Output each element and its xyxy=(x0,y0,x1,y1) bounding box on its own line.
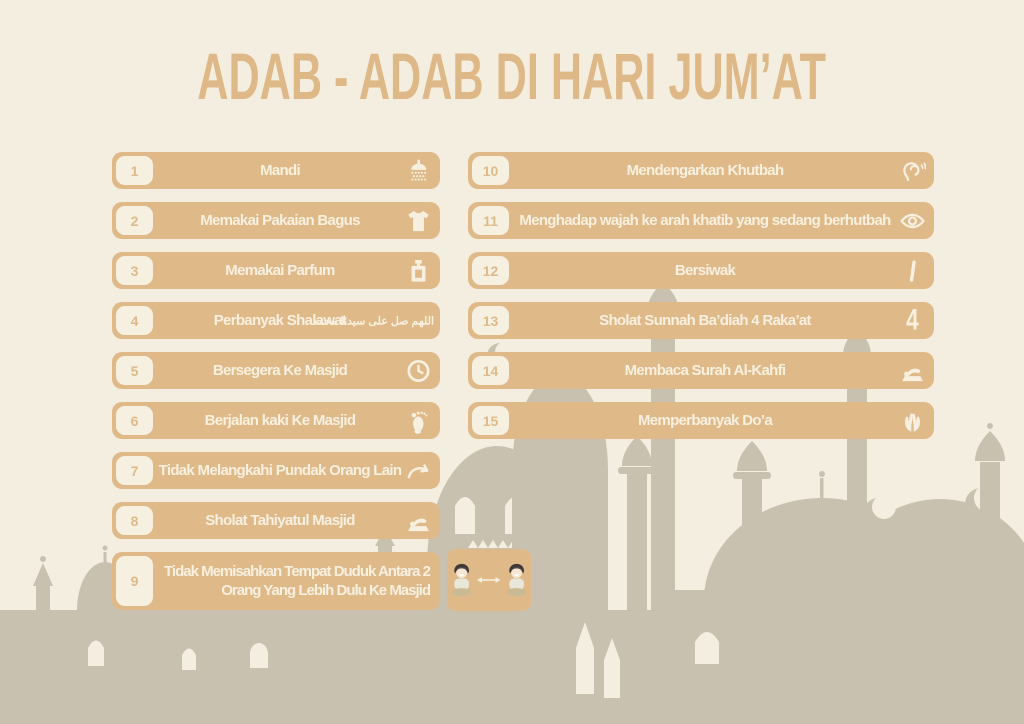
item-bar-6 xyxy=(112,402,440,439)
item-label: Sholat Tahiyatul Masjid xyxy=(205,511,355,529)
item-bar-10 xyxy=(468,152,934,189)
item-bar-9 xyxy=(112,552,440,610)
praying-hands-icon xyxy=(899,407,926,434)
item-bar-14 xyxy=(468,352,934,389)
item-bar-5 xyxy=(112,352,440,389)
item-bar-3 xyxy=(112,252,440,289)
item-bar-8 xyxy=(112,502,440,539)
siwak-icon xyxy=(899,257,926,284)
footprint-icon xyxy=(405,407,432,434)
numeral-4-text: 4 xyxy=(906,303,919,337)
item-bar-1 xyxy=(112,152,440,189)
item-bar-7 xyxy=(112,452,440,489)
perfume-bottle-icon xyxy=(405,257,432,284)
item-label: Memakai Parfum xyxy=(225,261,335,279)
item-bar-12 xyxy=(468,252,934,289)
curved-arrow-icon xyxy=(405,457,432,484)
item-number: 11 xyxy=(483,212,498,229)
item-number: 10 xyxy=(482,162,499,179)
item-label: Tidak Melangkahi Pundak Orang Lain xyxy=(158,461,402,479)
item-number: 2 xyxy=(130,212,139,229)
right-column xyxy=(468,152,934,439)
item-label-line2: Orang Yang Lebih Dulu Ke Masjid xyxy=(221,582,430,599)
item-label: Bersiwak xyxy=(674,261,736,279)
item-number: 7 xyxy=(130,462,139,479)
seating-distance-illustration xyxy=(447,549,531,611)
item-label: Perbanyak Shalawat xyxy=(213,311,347,329)
item-number: 4 xyxy=(130,312,139,329)
item-number: 14 xyxy=(482,362,499,379)
prostration-icon xyxy=(405,507,432,534)
item-label: Memakai Pakaian Bagus xyxy=(200,211,360,229)
ear-icon xyxy=(899,157,926,184)
shalawat-calligraphy: اللهم صل على سيدنا محمد xyxy=(312,315,434,327)
item-number: 13 xyxy=(482,312,499,329)
item-label: Membaca Surah Al-Kahfi xyxy=(624,361,786,379)
item-number: 9 xyxy=(130,573,139,589)
item-number: 3 xyxy=(130,262,139,279)
item-label: Sholat Sunnah Ba’diah 4 Raka’at xyxy=(599,311,811,329)
item-number: 1 xyxy=(130,162,139,179)
item-bar-11 xyxy=(468,202,934,239)
sitting-boy-icon xyxy=(502,560,531,600)
eye-icon xyxy=(899,207,926,234)
item-label: Menghadap wajah ke arah khatib yang sedang berhutbah xyxy=(519,211,891,229)
tshirt-icon xyxy=(405,207,432,234)
item-number: 12 xyxy=(482,262,499,279)
item-label xyxy=(112,552,440,610)
item-number: 5 xyxy=(130,362,139,379)
item-label: Mendengarkan Khutbah xyxy=(626,161,784,179)
reading-prostration-icon xyxy=(899,357,926,384)
item-number: 15 xyxy=(482,412,499,429)
item-bar-4 xyxy=(112,302,440,339)
item-number: 8 xyxy=(130,512,139,529)
item-bar-2 xyxy=(112,202,440,239)
numeral-4-icon xyxy=(899,303,926,337)
page-title: ADAB - ADAB DI HARI JUM’AT xyxy=(197,39,827,114)
item-bar-13 xyxy=(468,302,934,339)
clock-icon xyxy=(405,357,432,384)
left-column xyxy=(112,152,440,610)
item-label-line1: Tidak Memisahkan Tempat Duduk Antara 2 xyxy=(164,562,430,580)
item-label: Memperbanyak Do’a xyxy=(638,411,772,429)
distance-arrow-icon xyxy=(477,574,500,586)
sitting-boy-icon xyxy=(447,560,476,600)
item-label: Bersegera Ke Masjid xyxy=(212,361,348,379)
item-bar-15 xyxy=(468,402,934,439)
item-label: Mandi xyxy=(260,161,300,179)
item-label: Berjalan kaki Ke Masjid xyxy=(204,411,356,429)
item-number: 6 xyxy=(130,412,139,429)
shower-icon xyxy=(405,157,432,184)
